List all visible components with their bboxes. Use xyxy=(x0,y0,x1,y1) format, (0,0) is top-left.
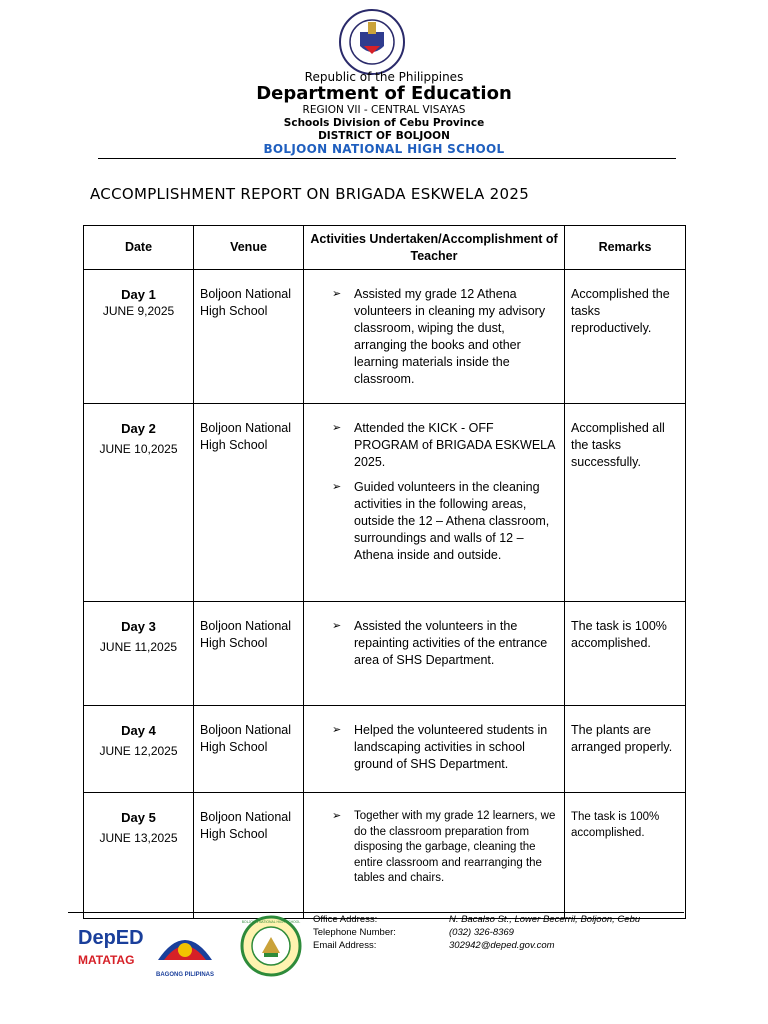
activities-cell xyxy=(304,404,565,602)
footer-divider xyxy=(68,912,684,913)
activities-cell xyxy=(304,270,565,404)
arrow-bullet-icon: ➢ xyxy=(332,481,342,493)
svg-text:BOLJOON NATIONAL HIGH SCHOOL: BOLJOON NATIONAL HIGH SCHOOL xyxy=(241,920,301,924)
activities-cell xyxy=(304,706,565,793)
venue-cell: Boljoon National High School xyxy=(194,404,304,602)
svg-text:DepED: DepED xyxy=(78,927,144,949)
date-cell xyxy=(84,706,194,793)
date-value: JUNE 11,2025 xyxy=(99,640,178,654)
date-value: JUNE 10,2025 xyxy=(99,442,178,456)
date-cell xyxy=(84,404,194,602)
telephone-value: (032) 326-8369 xyxy=(449,927,514,938)
table-row xyxy=(84,793,686,919)
remarks-cell: The task is 100% accomplished. xyxy=(565,602,686,706)
activity-item: ➢ Helped the volunteered students in landscaping activities in school ground of SHS Department. xyxy=(332,723,548,771)
arrow-bullet-icon: ➢ xyxy=(332,422,342,434)
table-row xyxy=(84,404,686,602)
report-title: ACCOMPLISHMENT REPORT ON BRIGADA ESKWELA 2025 xyxy=(90,185,530,203)
deped-matatag-logo xyxy=(76,920,148,970)
svg-text:BAGONG PILIPINAS: BAGONG PILIPINAS xyxy=(155,972,215,978)
date-value: JUNE 9,2025 xyxy=(102,304,175,318)
date-cell xyxy=(84,270,194,404)
activities-cell xyxy=(304,793,565,919)
deped-seal-logo xyxy=(334,8,410,76)
activity-item: ➢ Assisted my grade 12 Athena volunteers in cleaning my advisory classroom, wiping the dust, arranging the books and other learning materials inside the classroom. xyxy=(332,287,546,386)
date-cell xyxy=(84,602,194,706)
svg-text:MATATAG: MATATAG xyxy=(78,953,135,967)
telephone-label: Telephone Number: xyxy=(313,927,396,938)
school-name: BOLJOON NATIONAL HIGH SCHOOL xyxy=(263,142,505,156)
region-text: REGION VII - CENTRAL VISAYAS xyxy=(302,104,466,116)
email-label: Email Address: xyxy=(313,940,377,951)
header-divider xyxy=(98,158,676,159)
school-logo xyxy=(240,915,302,977)
district-text: DISTRICT OF BOLJOON xyxy=(318,130,450,142)
day-label: Day 1 xyxy=(121,287,156,302)
venue-cell: Boljoon National High School xyxy=(194,706,304,793)
header-date: Date xyxy=(84,226,194,270)
arrow-bullet-icon: ➢ xyxy=(332,724,342,736)
activity-item: ➢ Guided volunteers in the cleaning activities in the following areas, outside the 12 – Athena classroom, surroundings and walls of 12 – Athena inside and outside. xyxy=(332,480,550,562)
remarks-cell: Accomplished all the tasks successfully. xyxy=(565,404,686,602)
bagong-pilipinas-logo xyxy=(152,920,218,986)
remarks-cell: The plants are arranged properly. xyxy=(565,706,686,793)
arrow-bullet-icon: ➢ xyxy=(332,288,342,300)
day-label: Day 4 xyxy=(121,723,156,738)
arrow-bullet-icon: ➢ xyxy=(332,810,342,822)
division-text: Schools Division of Cebu Province xyxy=(283,117,485,129)
table-row xyxy=(84,270,686,404)
department-title: Department of Education xyxy=(256,83,512,104)
office-address-value: N. Bacalso St., Lower Becerril, Boljoon, Cebu xyxy=(449,914,641,925)
republic-text: Republic of the Philippines xyxy=(304,70,464,84)
venue-cell: Boljoon National High School xyxy=(194,602,304,706)
header-activities: Activities Undertaken/Accomplishment of Teacher xyxy=(304,226,565,270)
table-row xyxy=(84,602,686,706)
header-remarks: Remarks xyxy=(565,226,686,270)
activity-item: ➢ Together with my grade 12 learners, we do the classroom preparation from disposing the garbage, cleaning the entire classroom and rearranging the tables and chairs. xyxy=(332,810,556,884)
activities-cell xyxy=(304,602,565,706)
email-value[interactable]: 302942@deped.gov.com xyxy=(449,940,555,951)
table-header-row xyxy=(84,226,686,270)
venue-cell: Boljoon National High School xyxy=(194,270,304,404)
venue-cell: Boljoon National High School xyxy=(194,793,304,919)
accomplishment-table xyxy=(83,225,686,919)
arrow-bullet-icon: ➢ xyxy=(332,620,342,632)
office-address-label: Office Address: xyxy=(313,914,378,925)
remarks-cell: Accomplished the tasks reproductively. xyxy=(565,270,686,404)
day-label: Day 2 xyxy=(121,421,156,436)
date-value: JUNE 12,2025 xyxy=(99,744,178,758)
day-label: Day 5 xyxy=(121,810,156,825)
header-venue: Venue xyxy=(194,226,304,270)
table-row xyxy=(84,706,686,793)
date-value: JUNE 13,2025 xyxy=(99,831,178,845)
activity-item: ➢ Attended the KICK - OFF PROGRAM of BRIGADA ESKWELA 2025. xyxy=(332,421,555,469)
activity-item: ➢ Assisted the volunteers in the repainting activities of the entrance area of SHS Department. xyxy=(332,619,548,667)
remarks-cell: The task is 100% accomplished. xyxy=(565,793,686,919)
date-cell xyxy=(84,793,194,919)
day-label: Day 3 xyxy=(121,619,156,634)
